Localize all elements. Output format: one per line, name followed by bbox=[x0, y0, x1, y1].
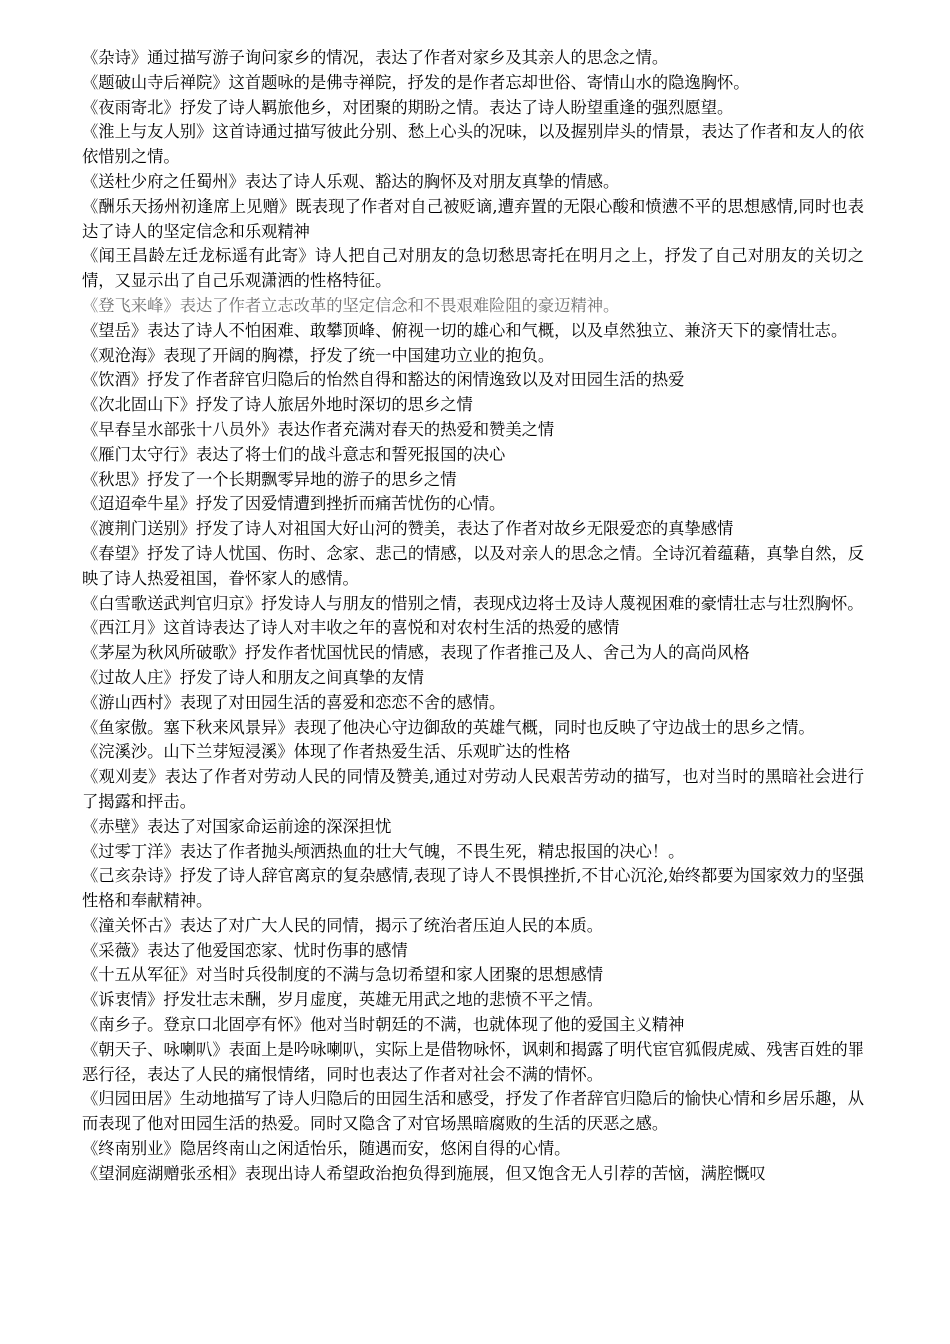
poem-summary-entry: 《潼关怀古》表达了对广大人民的同情，揭示了统治者压迫人民的本质。 bbox=[82, 915, 604, 935]
poem-summary-entry: 《南乡子。登京口北固亭有怀》他对当时朝廷的不满，也就体现了他的爱国主义精神 bbox=[82, 1015, 685, 1035]
poem-summary-entry: 《终南别业》隐居终南山之闲适怡乐，随遇而安，悠闲自得的心情。 bbox=[82, 1139, 571, 1159]
poem-summary-entry: 《观刈麦》表达了作者对劳动人民的同情及赞美,通过对劳动人民艰苦劳动的描写，也对当时的黑暗社会进行了揭露和抨击。 bbox=[82, 767, 864, 811]
poem-summary-entry: 《西江月》这首诗表达了诗人对丰收之年的喜悦和对农村生活的热爱的感情 bbox=[82, 618, 620, 638]
poem-summary-entry: 《十五从军征》对当时兵役制度的不满与急切希望和家人团聚的思想感情 bbox=[82, 965, 604, 985]
poem-summary-entry: 《己亥杂诗》抒发了诗人辞官离京的复杂感情,表现了诗人不畏惧挫折,不甘心沉沦,始终都要为国家效力的坚强性格和奉献精神。 bbox=[82, 866, 864, 911]
poem-summary-entry: 《夜雨寄北》抒发了诗人羁旅他乡，对团聚的期盼之情。表达了诗人盼望重逢的强烈愿望。 bbox=[82, 97, 734, 117]
poem-summary-entry: 《酬乐天扬州初逢席上见赠》既表现了作者对自己被贬谪,遭弃置的无限心酸和愤懑不平的思想感情,同时也表达了诗人的坚定信念和乐观精神 bbox=[82, 196, 864, 241]
poem-summary-entry: 《观沧海》表现了开阔的胸襟，抒发了统一中国建功立业的抱负。 bbox=[82, 345, 555, 365]
poem-summary-entry: 《茅屋为秋风所破歌》抒发作者忧国忧民的情感，表现了作者推己及人、舍己为人的高尚风格 bbox=[82, 643, 750, 663]
poem-summary-entry: 《杂诗》通过描写游子询问家乡的情况，表达了作者对家乡及其亲人的思念之情。 bbox=[82, 48, 669, 67]
poem-summary-entry: 《过零丁洋》表达了作者抛头颅洒热血的壮大气魄，不畏生死，精忠报国的决心！。 bbox=[82, 841, 685, 861]
poem-summary-entry: 《游山西村》表现了对田园生活的喜爱和恋恋不舍的感情。 bbox=[82, 692, 506, 712]
poem-summary-entry: 《登飞来峰》表达了作者立志改革的坚定信念和不畏艰难险阻的豪迈精神。 bbox=[82, 295, 620, 315]
poem-summary-entry: 《朝天子、咏喇叭》表面上是吟咏喇叭，实际上是借物咏怀，讽刺和揭露了明代宦官狐假虎威、残害百姓的罪恶行径，表达了人民的痛恨情绪，同时也表达了作者对社会不满的情怀。 bbox=[82, 1039, 864, 1084]
poem-summary-entry: 《采薇》表达了他爱国恋家、忧时伤事的感情 bbox=[82, 940, 408, 960]
poem-summary-entry: 《归园田居》生动地描写了诗人归隐后的田园生活和感受，抒发了作者辞官归隐后的愉快心情和乡居乐趣，从而表现了他对田园生活的热爱。同时又隐含了对官场黑暗腐败的生活的厌恶之感。 bbox=[82, 1089, 864, 1134]
poem-summary-entry: 《早春呈水部张十八员外》表达作者充满对春天的热爱和赞美之情 bbox=[82, 419, 555, 439]
poem-summary-entry: 《渡荆门送别》抒发了诗人对祖国大好山河的赞美，表达了作者对故乡无限爱恋的真挚感情 bbox=[82, 519, 734, 539]
document-page bbox=[82, 46, 864, 1306]
poem-summary-entry: 《淮上与友人别》这首诗通过描写彼此分别、愁上心头的况味，以及握别岸头的情景，表达了作者和友人的依依惜别之情。 bbox=[82, 122, 864, 167]
poem-summary-entry: 《饮酒》抒发了作者辞官归隐后的怡然自得和豁达的闲情逸致以及对田园生活的热爱 bbox=[82, 370, 685, 390]
poem-summary-entry: 《送杜少府之任蜀州》表达了诗人乐观、豁达的胸怀及对朋友真挚的情感。 bbox=[82, 171, 620, 191]
poem-summary-entry: 《望岳》表达了诗人不怕困难、敢攀顶峰、俯视一切的雄心和气概，以及卓然独立、兼济天下的豪情壮志。 bbox=[82, 320, 848, 340]
poem-summary-entry: 《浣溪沙。山下兰芽短浸溪》体现了作者热爱生活、乐观旷达的性格 bbox=[82, 742, 571, 762]
poem-summary-entry: 《迢迢牵牛星》抒发了因爱情遭到挫折而痛苦忧伤的心情。 bbox=[82, 494, 506, 514]
poem-summary-entry: 《赤壁》表达了对国家命运前途的深深担忧 bbox=[82, 816, 392, 836]
poem-summary-entry: 《白雪歌送武判官归京》抒发诗人与朋友的惜别之情，表现戍边将士及诗人蔑视困难的豪情壮志与壮烈胸怀。 bbox=[82, 593, 864, 613]
poem-summary-entry: 《过故人庄》抒发了诗人和朋友之间真挚的友情 bbox=[82, 667, 424, 687]
poem-summary-entry: 《次北固山下》抒发了诗人旅居外地时深切的思乡之情 bbox=[82, 395, 473, 415]
poem-summary-entry: 《题破山寺后禅院》这首题咏的是佛寺禅院，抒发的是作者忘却世俗、寄情山水的隐逸胸怀。 bbox=[82, 72, 750, 92]
poem-summary-entry: 《鱼家傲。塞下秋来风景异》表现了他决心守边御敌的英雄气概，同时也反映了守边战士的思乡之情。 bbox=[82, 717, 815, 737]
poem-summary-entry: 《望洞庭湖赠张丞相》表现出诗人希望政治抱负得到施展，但又饱含无人引荐的苦恼，满腔慨叹 bbox=[82, 1163, 766, 1183]
poem-summary-entry: 《秋思》抒发了一个长期飘零异地的游子的思乡之情 bbox=[82, 469, 457, 489]
poem-summary-entry: 《雁门太守行》表达了将士们的战斗意志和誓死报国的决心 bbox=[82, 444, 506, 464]
poem-summary-entry: 《春望》抒发了诗人忧国、伤时、念家、悲己的情感，以及对亲人的思念之情。全诗沉着蕴藉，真挚自然，反映了诗人热爱祖国，眷怀家人的感情。 bbox=[82, 543, 864, 588]
poem-summary-entry: 《闻王昌龄左迁龙标遥有此寄》诗人把自己对朋友的急切愁思寄托在明月之上，抒发了自己对朋友的关切之情，又显示出了自己乐观潇洒的性格特征。 bbox=[82, 246, 864, 291]
poem-summary-entry: 《诉衷情》抒发壮志未酬，岁月虚度，英雄无用武之地的悲愤不平之情。 bbox=[82, 990, 604, 1010]
